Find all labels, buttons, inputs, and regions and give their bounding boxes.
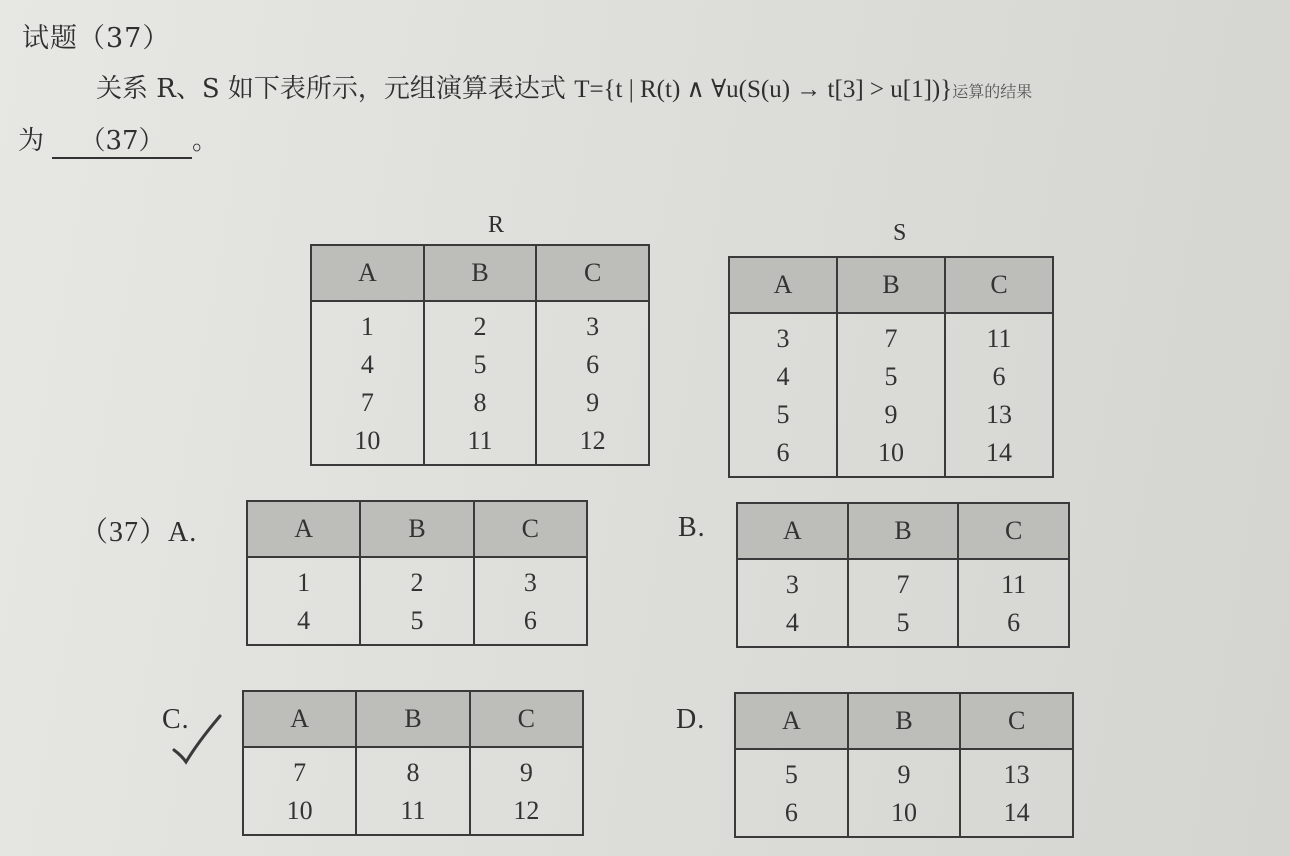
column-header: C [958, 503, 1069, 559]
option-a-table [246, 500, 588, 646]
relation-r-table [310, 244, 650, 466]
column-header: B [837, 257, 945, 313]
question-stem [96, 68, 1032, 105]
option-c-table [242, 690, 584, 836]
option-c-label: C. [162, 704, 190, 735]
option-d-table [734, 692, 1074, 838]
table-row [243, 792, 583, 835]
table-cell: 4 [729, 358, 837, 396]
table-cell: 5 [837, 358, 945, 396]
table-cell: 6 [958, 604, 1069, 647]
relation-s-table [728, 256, 1054, 478]
header-row [737, 503, 1069, 559]
answer-blank: （37） [52, 120, 192, 159]
table-cell: 6 [536, 346, 649, 384]
table-cell: 7 [848, 559, 959, 604]
table-cell: 7 [243, 747, 356, 792]
table-row [729, 396, 1053, 434]
answer-line [18, 120, 218, 159]
table-row [247, 602, 587, 645]
table-cell: 14 [945, 434, 1053, 477]
table-cell: 3 [729, 313, 837, 358]
header-row [735, 693, 1073, 749]
column-header: B [424, 245, 537, 301]
header-row [729, 257, 1053, 313]
answer-period: 。 [192, 126, 219, 156]
answer-prefix: 为 [18, 126, 45, 156]
relation-r-caption: R [488, 212, 505, 238]
column-header: B [360, 501, 473, 557]
table-cell: 6 [474, 602, 587, 645]
option-b-label: B. [678, 512, 706, 543]
table-cell: 4 [311, 346, 424, 384]
table-cell: 12 [536, 422, 649, 465]
relation-s-caption: S [893, 220, 907, 246]
column-header: A [311, 245, 424, 301]
table-cell: 7 [837, 313, 945, 358]
table-row [735, 794, 1073, 837]
column-header: C [474, 501, 587, 557]
table-cell: 2 [360, 557, 473, 602]
table-row [311, 384, 649, 422]
question-heading: 试题（37） [22, 23, 171, 54]
column-header: B [848, 693, 961, 749]
column-header: A [247, 501, 360, 557]
table-cell: 5 [848, 604, 959, 647]
table-cell: 3 [536, 301, 649, 346]
table-row [311, 301, 649, 346]
table-cell: 12 [470, 792, 583, 835]
table-cell: 9 [470, 747, 583, 792]
table-row [247, 557, 587, 602]
table-row [311, 346, 649, 384]
table-row [737, 604, 1069, 647]
table-cell: 11 [356, 792, 469, 835]
table-cell: 10 [311, 422, 424, 465]
column-header: B [356, 691, 469, 747]
table-row [729, 358, 1053, 396]
table-cell: 13 [945, 396, 1053, 434]
column-header: B [848, 503, 959, 559]
table-cell: 6 [735, 794, 848, 837]
table-cell: 13 [960, 749, 1073, 794]
table-cell: 3 [474, 557, 587, 602]
table-cell: 10 [837, 434, 945, 477]
option-d-label: D. [676, 704, 706, 735]
table-row [737, 559, 1069, 604]
column-header: A [243, 691, 356, 747]
table-cell: 9 [837, 396, 945, 434]
check-mark-icon [168, 712, 228, 768]
table-cell: 2 [424, 301, 537, 346]
column-header: A [729, 257, 837, 313]
option-a-label: （37）A. [80, 517, 198, 548]
header-row [247, 501, 587, 557]
table-row [243, 747, 583, 792]
column-header: C [470, 691, 583, 747]
column-header: A [735, 693, 848, 749]
table-cell: 11 [945, 313, 1053, 358]
table-cell: 14 [960, 794, 1073, 837]
column-header: C [536, 245, 649, 301]
header-row [311, 245, 649, 301]
table-cell: 5 [360, 602, 473, 645]
table-cell: 10 [848, 794, 961, 837]
table-row [735, 749, 1073, 794]
table-cell: 1 [247, 557, 360, 602]
table-cell: 5 [424, 346, 537, 384]
table-cell: 7 [311, 384, 424, 422]
table-cell: 11 [958, 559, 1069, 604]
table-cell: 9 [848, 749, 961, 794]
table-cell: 3 [737, 559, 848, 604]
column-header: A [737, 503, 848, 559]
table-cell: 1 [311, 301, 424, 346]
header-row [243, 691, 583, 747]
table-cell: 11 [424, 422, 537, 465]
stem-tail: 运算的结果 [952, 82, 1033, 101]
table-cell: 8 [356, 747, 469, 792]
table-cell: 10 [243, 792, 356, 835]
table-cell: 4 [247, 602, 360, 645]
table-row [729, 313, 1053, 358]
stem-text: 关系 R、S 如下表所示，元组演算表达式 [96, 74, 575, 104]
tuple-calculus-expression: T={t | R(t) ∧ ∀u(S(u) → t[3] > u[1])} [574, 76, 953, 103]
table-cell: 4 [737, 604, 848, 647]
table-cell: 8 [424, 384, 537, 422]
table-cell: 9 [536, 384, 649, 422]
column-header: C [945, 257, 1053, 313]
table-row [729, 434, 1053, 477]
table-cell: 6 [729, 434, 837, 477]
table-cell: 5 [735, 749, 848, 794]
table-cell: 5 [729, 396, 837, 434]
table-row [311, 422, 649, 465]
table-cell: 6 [945, 358, 1053, 396]
column-header: C [960, 693, 1073, 749]
option-b-table [736, 502, 1070, 648]
